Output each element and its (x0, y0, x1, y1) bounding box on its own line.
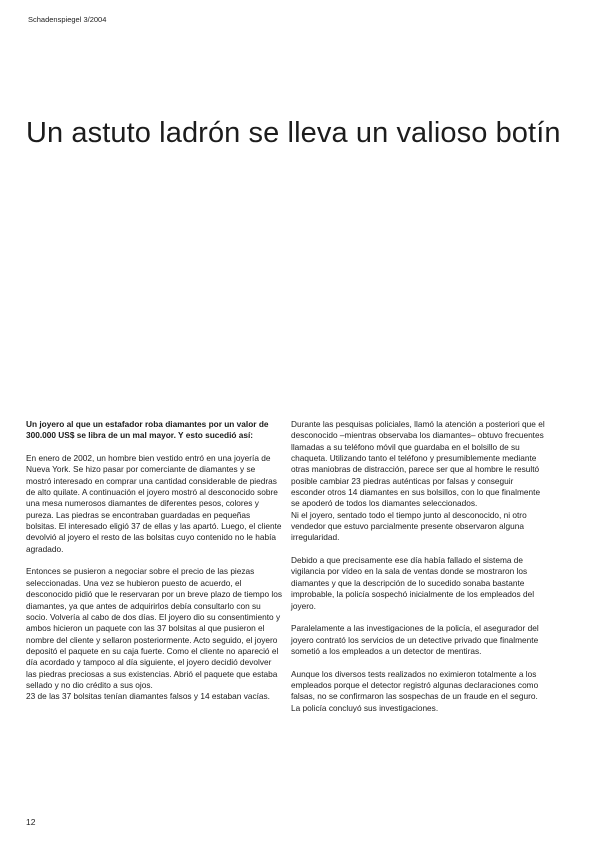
article-paragraph: Aunque los diversos tests realizados no eximieron totalmente a los empleados porque el detector registró algunas declaraciones como falsas, no se confirmaron las sospechas de un fraude en el seguro. La policía concluyó sus investigaciones. (291, 668, 539, 713)
publication-header: Schadenspiegel 3/2004 (28, 15, 107, 24)
article-paragraph: En enero de 2002, un hombre bien vestido entró en una joyería de Nueva York. Se hizo pasar por comerciante de diamantes y se mostró interesado en comprar una cantidad considerable de piedras de alto quilate. A continuación el joyero mostró al desconocido sobre una mesa numerosos diamantes de diferentes pesos, colores y pureza. Las piedras se encontraban guardadas en pequeñas bolsitas. El interesado eligió 37 de ellas y las apartó. Luego, el cliente devolvió al joyero el resto de las bolsitas cuyo contenido no le había agradado. (26, 453, 282, 554)
page-number: 12 (26, 817, 36, 827)
article-paragraph: Debido a que precisamente ese día había fallado el sistema de vigilancia por vídeo en la sala de ventas donde se mostraron los diamantes y que la descripción de lo sucedido sonaba bastante improbable, la policía sospechó inicialmente de los empleados del joyero. (291, 555, 535, 611)
article-paragraph: Entonces se pusieron a negociar sobre el precio de las piezas seleccionadas. Una vez se hubieron puesto de acuerdo, el desconocido pidió que le reservaran por un breve plazo de tiempo los diamantes, ya que antes de adquirirlos debía consultarlo con su socio. Volvería al cabo de dos días. El joyero dio su consentimiento y ambos hicieron un paquete con las 37 bolsitas al que pusieron el nombre del cliente y sellaron posteriormente. Acto seguido, el joyero depositó el paquete en su caja fuerte. Como el cliente no apareció el día acordado y tampoco al día siguiente, el joyero decidió devolver las piedras preciosas a sus existencias. Abrió el paquete que estaba sellado y no dio crédito a sus ojos. (26, 566, 282, 690)
article-column-left (26, 419, 282, 714)
article-paragraph: Durante las pesquisas policiales, llamó la atención a posteriori que el desconocido –mientras observaba los diamantes– obtuvo frecuentes llamadas a su teléfono móvil que guardaba en el bolsillo de su chaqueta. Utilizando tanto el teléfono y presumiblemente mediante otras maniobras de distracción, parece ser que al hombre le resultó posible cambiar 23 piedras auténticas por falsas y conseguir esconder otros 14 diamantes en sus bolsillos, con lo que finalmente se apoderó de todos los diamantes seleccionados. (291, 419, 545, 509)
article-title: Un astuto ladrón se lleva un valioso botín (26, 117, 561, 149)
article-intro: Un joyero al que un estafador roba diamantes por un valor de 300.000 US$ se libra de un mal mayor. Y esto sucedió así: (26, 419, 269, 441)
article-paragraph: Ni el joyero, sentado todo el tiempo junto al desconocido, ni otro vendedor que estuvo parcialmente presente observaron alguna irregularidad. (291, 509, 527, 543)
article-paragraph: Paralelamente a las investigaciones de la policía, el asegurador del joyero contrató los servicios de un detective privado que finalmente sometió a los empleados a un detector de mentiras. (291, 623, 539, 656)
article-column-right (291, 419, 547, 725)
article-paragraph: 23 de las 37 bolsitas tenían diamantes falsos y 14 estaban vacías. (26, 691, 270, 702)
